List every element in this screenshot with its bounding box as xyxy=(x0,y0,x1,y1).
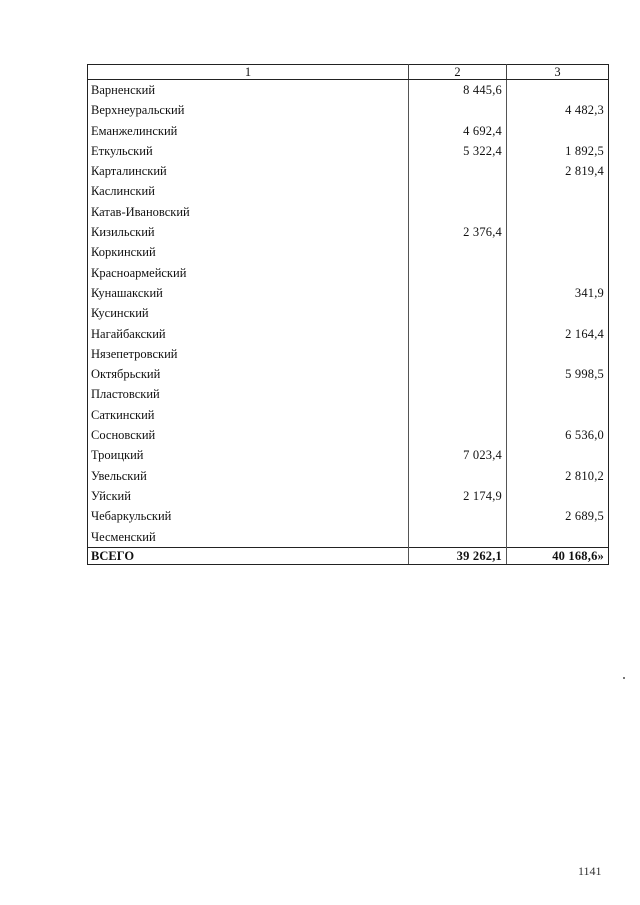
header-col-2: 2 xyxy=(409,65,507,80)
district-name-cell: Каслинский xyxy=(88,181,409,201)
table-row xyxy=(88,506,609,526)
district-name-cell: Чесменский xyxy=(88,527,409,548)
total-label-cell: ВСЕГО xyxy=(88,547,409,564)
table-row xyxy=(88,161,609,181)
value-col-2-cell xyxy=(409,283,507,303)
district-name-cell: Карталинский xyxy=(88,161,409,181)
value-col-2-cell xyxy=(409,161,507,181)
value-col-3-cell xyxy=(507,303,609,323)
value-col-2-cell xyxy=(409,506,507,526)
district-name-cell: Кизильский xyxy=(88,222,409,242)
value-col-3-cell: 4 482,3 xyxy=(507,100,609,120)
total-row xyxy=(88,547,609,564)
value-col-2-cell xyxy=(409,181,507,201)
table-row xyxy=(88,466,609,486)
table-row xyxy=(88,303,609,323)
value-col-2-cell xyxy=(409,202,507,222)
value-col-3-cell xyxy=(507,384,609,404)
district-name-cell: Пластовский xyxy=(88,384,409,404)
district-name-cell: Катав-Ивановский xyxy=(88,202,409,222)
table-row xyxy=(88,263,609,283)
value-col-2-cell: 8 445,6 xyxy=(409,80,507,101)
district-name-cell: Увельский xyxy=(88,466,409,486)
value-col-3-cell xyxy=(507,405,609,425)
value-col-3-cell xyxy=(507,181,609,201)
table-row xyxy=(88,222,609,242)
table-row xyxy=(88,242,609,262)
district-name-cell: Красноармейский xyxy=(88,263,409,283)
district-name-cell: Кунашакский xyxy=(88,283,409,303)
value-col-2-cell: 2 376,4 xyxy=(409,222,507,242)
district-name-cell: Еманжелинский xyxy=(88,121,409,141)
district-name-cell: Коркинский xyxy=(88,242,409,262)
district-name-cell: Верхнеуральский xyxy=(88,100,409,120)
district-name-cell: Кусинский xyxy=(88,303,409,323)
district-name-cell: Чебаркульский xyxy=(88,506,409,526)
value-col-2-cell xyxy=(409,384,507,404)
table-row xyxy=(88,121,609,141)
district-name-cell: Саткинский xyxy=(88,405,409,425)
value-col-3-cell xyxy=(507,527,609,548)
table-row xyxy=(88,527,609,548)
scan-speck xyxy=(623,677,625,679)
district-name-cell: Еткульский xyxy=(88,141,409,161)
district-name-cell: Уйский xyxy=(88,486,409,506)
value-col-2-cell xyxy=(409,405,507,425)
value-col-2-cell xyxy=(409,425,507,445)
table-row xyxy=(88,283,609,303)
table-header xyxy=(88,65,609,80)
table-row xyxy=(88,181,609,201)
value-col-3-cell: 341,9 xyxy=(507,283,609,303)
value-col-2-cell xyxy=(409,263,507,283)
district-name-cell: Варненский xyxy=(88,80,409,101)
value-col-3-cell xyxy=(507,80,609,101)
header-row xyxy=(88,65,609,80)
value-col-2-cell xyxy=(409,303,507,323)
value-col-3-cell: 6 536,0 xyxy=(507,425,609,445)
district-name-cell: Нязепетровский xyxy=(88,344,409,364)
value-col-2-cell xyxy=(409,242,507,262)
district-name-cell: Троицкий xyxy=(88,445,409,465)
value-col-3-cell xyxy=(507,263,609,283)
table-row xyxy=(88,80,609,101)
value-col-2-cell xyxy=(409,100,507,120)
header-col-1: 1 xyxy=(88,65,409,80)
table-row xyxy=(88,425,609,445)
value-col-3-cell xyxy=(507,202,609,222)
value-col-3-cell xyxy=(507,222,609,242)
table-row xyxy=(88,344,609,364)
value-col-3-cell: 1 892,5 xyxy=(507,141,609,161)
value-col-2-cell: 4 692,4 xyxy=(409,121,507,141)
value-col-2-cell xyxy=(409,364,507,384)
table-row xyxy=(88,324,609,344)
value-col-3-cell: 2 164,4 xyxy=(507,324,609,344)
value-col-3-cell: 2 819,4 xyxy=(507,161,609,181)
total-col-3-cell: 40 168,6» xyxy=(507,547,609,564)
value-col-3-cell xyxy=(507,121,609,141)
value-col-2-cell xyxy=(409,527,507,548)
table-body xyxy=(88,80,609,565)
table-row xyxy=(88,445,609,465)
value-col-2-cell xyxy=(409,466,507,486)
value-col-3-cell: 2 810,2 xyxy=(507,466,609,486)
table-row xyxy=(88,100,609,120)
header-col-3: 3 xyxy=(507,65,609,80)
value-col-3-cell xyxy=(507,486,609,506)
total-col-2-cell: 39 262,1 xyxy=(409,547,507,564)
table-row xyxy=(88,384,609,404)
district-name-cell: Нагайбакский xyxy=(88,324,409,344)
value-col-2-cell: 5 322,4 xyxy=(409,141,507,161)
value-col-2-cell: 2 174,9 xyxy=(409,486,507,506)
value-col-3-cell xyxy=(507,242,609,262)
value-col-3-cell xyxy=(507,344,609,364)
value-col-3-cell xyxy=(507,445,609,465)
table-row xyxy=(88,405,609,425)
value-col-3-cell: 2 689,5 xyxy=(507,506,609,526)
table-row xyxy=(88,141,609,161)
value-col-2-cell xyxy=(409,324,507,344)
data-table xyxy=(87,64,609,565)
table-row xyxy=(88,486,609,506)
district-name-cell: Октябрьский xyxy=(88,364,409,384)
district-name-cell: Сосновский xyxy=(88,425,409,445)
value-col-2-cell: 7 023,4 xyxy=(409,445,507,465)
page-number: 1141 xyxy=(578,864,602,878)
table-row xyxy=(88,202,609,222)
table-row xyxy=(88,364,609,384)
value-col-3-cell: 5 998,5 xyxy=(507,364,609,384)
value-col-2-cell xyxy=(409,344,507,364)
